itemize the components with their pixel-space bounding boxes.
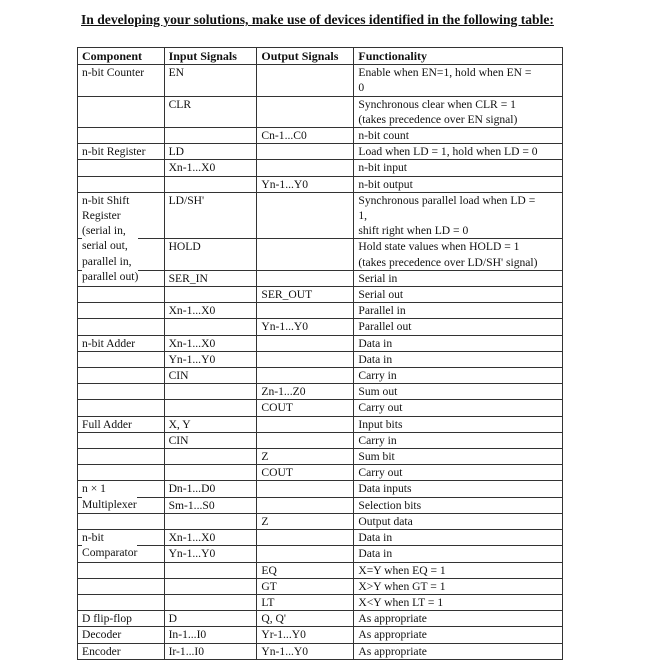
table-row [78, 643, 563, 659]
table-row [78, 530, 563, 546]
output-signal-cell [257, 611, 354, 627]
input-signal-cell [164, 611, 257, 627]
table-body [78, 65, 563, 660]
cell-text: parallel out) [82, 269, 139, 283]
table-row [78, 144, 563, 160]
cell-text: Carry out [358, 401, 403, 415]
input-signal-cell [164, 192, 257, 239]
output-signal-cell [257, 144, 354, 160]
cell-text: X<Y when LT = 1 [358, 595, 444, 609]
output-signal-cell [257, 578, 354, 594]
output-signal-cell [257, 335, 354, 351]
output-signal-cell [257, 562, 354, 578]
header-component: Component [78, 48, 165, 65]
functionality-cell [354, 239, 563, 270]
table-row [78, 416, 563, 432]
cell-text: Xn-1...X0 [168, 304, 216, 318]
functionality-cell [354, 449, 563, 465]
input-signal-cell [164, 335, 257, 351]
cell-text: parallel in, [82, 254, 132, 268]
component-cell [78, 65, 165, 96]
input-signal-cell [164, 627, 257, 643]
cell-text: Yn-1...Y0 [261, 644, 309, 658]
table-row [78, 176, 563, 192]
cell-text: Load when LD = 1, hold when LD = 0 [358, 145, 538, 159]
table-row [78, 449, 563, 465]
input-signal-cell [164, 497, 257, 513]
table-row [78, 432, 563, 448]
cell-text: X, Y [168, 417, 191, 431]
cell-text: Yn-1...Y0 [168, 352, 216, 366]
functionality-cell [354, 144, 563, 160]
cell-text: CLR [168, 97, 192, 111]
output-signal-cell [257, 416, 354, 432]
component-cell [78, 287, 165, 303]
input-signal-cell [164, 160, 257, 176]
table-row [78, 368, 563, 384]
table-row [78, 611, 563, 627]
input-signal-cell [164, 128, 257, 144]
table-row [78, 319, 563, 335]
cell-text: As appropriate [358, 644, 427, 658]
output-signal-cell [257, 481, 354, 497]
input-signal-cell [164, 432, 257, 448]
component-cell [78, 303, 165, 319]
component-cell [78, 513, 165, 529]
component-label [82, 193, 138, 284]
input-signal-cell [164, 368, 257, 384]
component-cell [78, 335, 165, 351]
cell-text: Data in [358, 336, 393, 350]
cell-text: CIN [168, 369, 189, 383]
functionality-cell [354, 513, 563, 529]
input-signal-cell [164, 96, 257, 127]
cell-text: Synchronous parallel load when LD = [358, 193, 536, 207]
functionality-cell [354, 481, 563, 497]
output-signal-cell [257, 627, 354, 643]
cell-text: n-bit Counter [82, 66, 145, 80]
cell-text: Hold state values when HOLD = 1 [358, 240, 520, 254]
cell-text: Z [261, 450, 269, 464]
table-row [78, 270, 563, 286]
output-signal-cell [257, 368, 354, 384]
table-row [78, 128, 563, 144]
functionality-cell [354, 432, 563, 448]
cell-text: Comparator [82, 546, 138, 560]
input-signal-cell [164, 400, 257, 416]
component-cell [78, 368, 165, 384]
cell-text: Output data [358, 514, 413, 528]
input-signal-cell [164, 513, 257, 529]
table-row [78, 96, 563, 127]
cell-text: n-bit Shift [82, 193, 130, 207]
table-row [78, 351, 563, 367]
cell-text: LD [168, 145, 185, 159]
component-cell [78, 319, 165, 335]
cell-text: Parallel out [358, 320, 412, 334]
component-cell [78, 351, 165, 367]
cell-text: Multiplexer [82, 497, 137, 511]
header-functionality: Functionality [354, 48, 563, 65]
cell-text: COUT [261, 466, 293, 480]
component-cell [78, 128, 165, 144]
cell-text: shift right when LD = 0 [358, 224, 469, 238]
functionality-cell [354, 400, 563, 416]
functionality-cell [354, 176, 563, 192]
output-signal-cell [257, 594, 354, 610]
output-signal-cell [257, 513, 354, 529]
table-row [78, 400, 563, 416]
output-signal-cell [257, 160, 354, 176]
table-row [78, 513, 563, 529]
cell-text: n-bit input [358, 161, 408, 175]
input-signal-cell [164, 449, 257, 465]
cell-text: Dn-1...D0 [168, 482, 216, 496]
cell-text: X>Y when GT = 1 [358, 579, 446, 593]
cell-text: X=Y when EQ = 1 [358, 563, 446, 577]
cell-text: Synchronous clear when CLR = 1 [358, 97, 516, 111]
cell-text: Yn-1...Y0 [261, 177, 309, 191]
cell-text: Sum out [358, 385, 398, 399]
table-row [78, 465, 563, 481]
cell-text: Encoder [82, 644, 121, 658]
cell-text: Cn-1...C0 [261, 129, 307, 143]
cell-text: As appropriate [358, 628, 427, 642]
functionality-cell [354, 643, 563, 659]
cell-text: Serial in [358, 271, 398, 285]
cell-text: Yr-1...Y0 [261, 628, 306, 642]
cell-text: Yn-1...Y0 [168, 547, 216, 561]
cell-text: 1, [358, 209, 368, 223]
table-row [78, 497, 563, 513]
input-signal-cell [164, 530, 257, 546]
component-label [82, 530, 137, 560]
cell-text: n-bit [82, 531, 104, 545]
input-signal-cell [164, 481, 257, 497]
functionality-cell [354, 594, 563, 610]
cell-text: Input bits [358, 417, 403, 431]
cell-text: n-bit output [358, 177, 413, 191]
cell-text: Data in [358, 531, 393, 545]
functionality-cell [354, 319, 563, 335]
cell-text: Decoder [82, 628, 122, 642]
table-row [78, 160, 563, 176]
table-row [78, 384, 563, 400]
cell-text: n × 1 [82, 482, 106, 496]
output-signal-cell [257, 192, 354, 239]
functionality-cell [354, 497, 563, 513]
component-cell [78, 400, 165, 416]
output-signal-cell [257, 546, 354, 562]
cell-text: Ir-1...I0 [168, 644, 205, 658]
cell-text: Carry in [358, 369, 397, 383]
input-signal-cell [164, 384, 257, 400]
table-row [78, 627, 563, 643]
table-row [78, 303, 563, 319]
cell-text: Selection bits [358, 498, 422, 512]
input-signal-cell [164, 144, 257, 160]
cell-text: Yn-1...Y0 [261, 320, 309, 334]
cell-text: Sum bit [358, 450, 395, 464]
component-cell [78, 432, 165, 448]
functionality-cell [354, 465, 563, 481]
output-signal-cell [257, 96, 354, 127]
output-signal-cell [257, 270, 354, 286]
cell-text: Data in [358, 352, 393, 366]
cell-text: COUT [261, 401, 293, 415]
page-heading: In developing your solutions, make use of devices identified in the following table: [81, 12, 554, 27]
cell-text: (takes precedence over LD/SH' signal) [358, 255, 538, 269]
table-row [78, 65, 563, 96]
cell-text: Data in [358, 547, 393, 561]
component-cell [78, 481, 165, 511]
output-signal-cell [257, 303, 354, 319]
functionality-cell [354, 578, 563, 594]
table-row [78, 335, 563, 351]
input-signal-cell [164, 465, 257, 481]
output-signal-cell [257, 287, 354, 303]
output-signal-cell [257, 384, 354, 400]
input-signal-cell [164, 416, 257, 432]
component-cell [78, 449, 165, 465]
cell-text: SER_IN [168, 271, 208, 285]
table-header-row [78, 48, 563, 65]
cell-text: D [168, 612, 177, 626]
cell-text: Xn-1...X0 [168, 531, 216, 545]
functionality-cell [354, 530, 563, 546]
functionality-cell [354, 160, 563, 176]
header-input-signals: Input Signals [164, 48, 257, 65]
component-cell [78, 160, 165, 176]
cell-text: n-bit Adder [82, 336, 136, 350]
cell-text: Full Adder [82, 417, 132, 431]
input-signal-cell [164, 594, 257, 610]
input-signal-cell [164, 303, 257, 319]
cell-text: n-bit count [358, 129, 409, 143]
cell-text: Carry out [358, 466, 403, 480]
functionality-cell [354, 128, 563, 144]
cell-text: serial out, [82, 239, 128, 253]
component-cell [78, 594, 165, 610]
output-signal-cell [257, 239, 354, 270]
cell-text: EQ [261, 563, 277, 577]
cell-text: As appropriate [358, 612, 427, 626]
input-signal-cell [164, 239, 257, 270]
cell-text: D flip-flop [82, 612, 132, 626]
output-signal-cell [257, 65, 354, 96]
input-signal-cell [164, 578, 257, 594]
output-signal-cell [257, 176, 354, 192]
functionality-cell [354, 384, 563, 400]
output-signal-cell [257, 465, 354, 481]
cell-text: Register [82, 209, 121, 223]
component-cell [78, 530, 165, 560]
header-output-signals: Output Signals [257, 48, 354, 65]
cell-text: (takes precedence over EN signal) [358, 112, 518, 126]
cell-text: SER_OUT [261, 288, 313, 302]
input-signal-cell [164, 319, 257, 335]
cell-text: HOLD [168, 240, 201, 254]
table-row [78, 578, 563, 594]
functionality-cell [354, 546, 563, 562]
cell-text: Sm-1...S0 [168, 498, 215, 512]
input-signal-cell [164, 351, 257, 367]
table-row [78, 287, 563, 303]
cell-text: CIN [168, 433, 189, 447]
component-cell [78, 144, 165, 160]
cell-text: Parallel in [358, 304, 406, 318]
input-signal-cell [164, 546, 257, 562]
input-signal-cell [164, 65, 257, 96]
functionality-cell [354, 303, 563, 319]
functionality-cell [354, 368, 563, 384]
table-row [78, 562, 563, 578]
functionality-cell [354, 611, 563, 627]
input-signal-cell [164, 287, 257, 303]
cell-text: n-bit Register [82, 145, 146, 159]
component-label [82, 481, 137, 511]
cell-text: Zn-1...Z0 [261, 385, 306, 399]
component-cell [78, 627, 165, 643]
output-signal-cell [257, 351, 354, 367]
output-signal-cell [257, 530, 354, 546]
table-row [78, 192, 563, 239]
cell-text: Z [261, 514, 269, 528]
cell-text: Xn-1...X0 [168, 336, 216, 350]
component-cell [78, 465, 165, 481]
cell-text: Xn-1...X0 [168, 161, 216, 175]
cell-text: Q, Q' [261, 612, 287, 626]
component-cell [78, 578, 165, 594]
functionality-cell [354, 627, 563, 643]
device-table [77, 47, 563, 660]
input-signal-cell [164, 270, 257, 286]
cell-text: In-1...I0 [168, 628, 207, 642]
functionality-cell [354, 562, 563, 578]
functionality-cell [354, 335, 563, 351]
component-cell [78, 643, 165, 659]
output-signal-cell [257, 449, 354, 465]
cell-text: 0 [358, 81, 365, 95]
functionality-cell [354, 351, 563, 367]
table-row [78, 239, 563, 270]
functionality-cell [354, 416, 563, 432]
functionality-cell [354, 192, 563, 239]
output-signal-cell [257, 319, 354, 335]
functionality-cell [354, 287, 563, 303]
component-cell [78, 96, 165, 127]
component-cell [78, 384, 165, 400]
functionality-cell [354, 270, 563, 286]
cell-text: EN [168, 66, 185, 80]
output-signal-cell [257, 432, 354, 448]
input-signal-cell [164, 176, 257, 192]
component-cell [78, 192, 165, 283]
functionality-cell [354, 65, 563, 96]
input-signal-cell [164, 562, 257, 578]
table-row [78, 594, 563, 610]
component-cell [78, 176, 165, 192]
functionality-cell [354, 96, 563, 127]
table-row [78, 546, 563, 562]
input-signal-cell [164, 643, 257, 659]
cell-text: LT [261, 595, 275, 609]
cell-text: (serial in, [82, 224, 126, 238]
cell-text: Carry in [358, 433, 397, 447]
output-signal-cell [257, 400, 354, 416]
cell-text: LD/SH' [168, 193, 205, 207]
component-cell [78, 611, 165, 627]
output-signal-cell [257, 128, 354, 144]
output-signal-cell [257, 497, 354, 513]
cell-text: Enable when EN=1, hold when EN = [358, 66, 532, 80]
output-signal-cell [257, 643, 354, 659]
component-cell [78, 562, 165, 578]
table-row [78, 481, 563, 497]
component-cell [78, 416, 165, 432]
cell-text: GT [261, 579, 277, 593]
cell-text: Serial out [358, 288, 404, 302]
cell-text: Data inputs [358, 482, 412, 496]
